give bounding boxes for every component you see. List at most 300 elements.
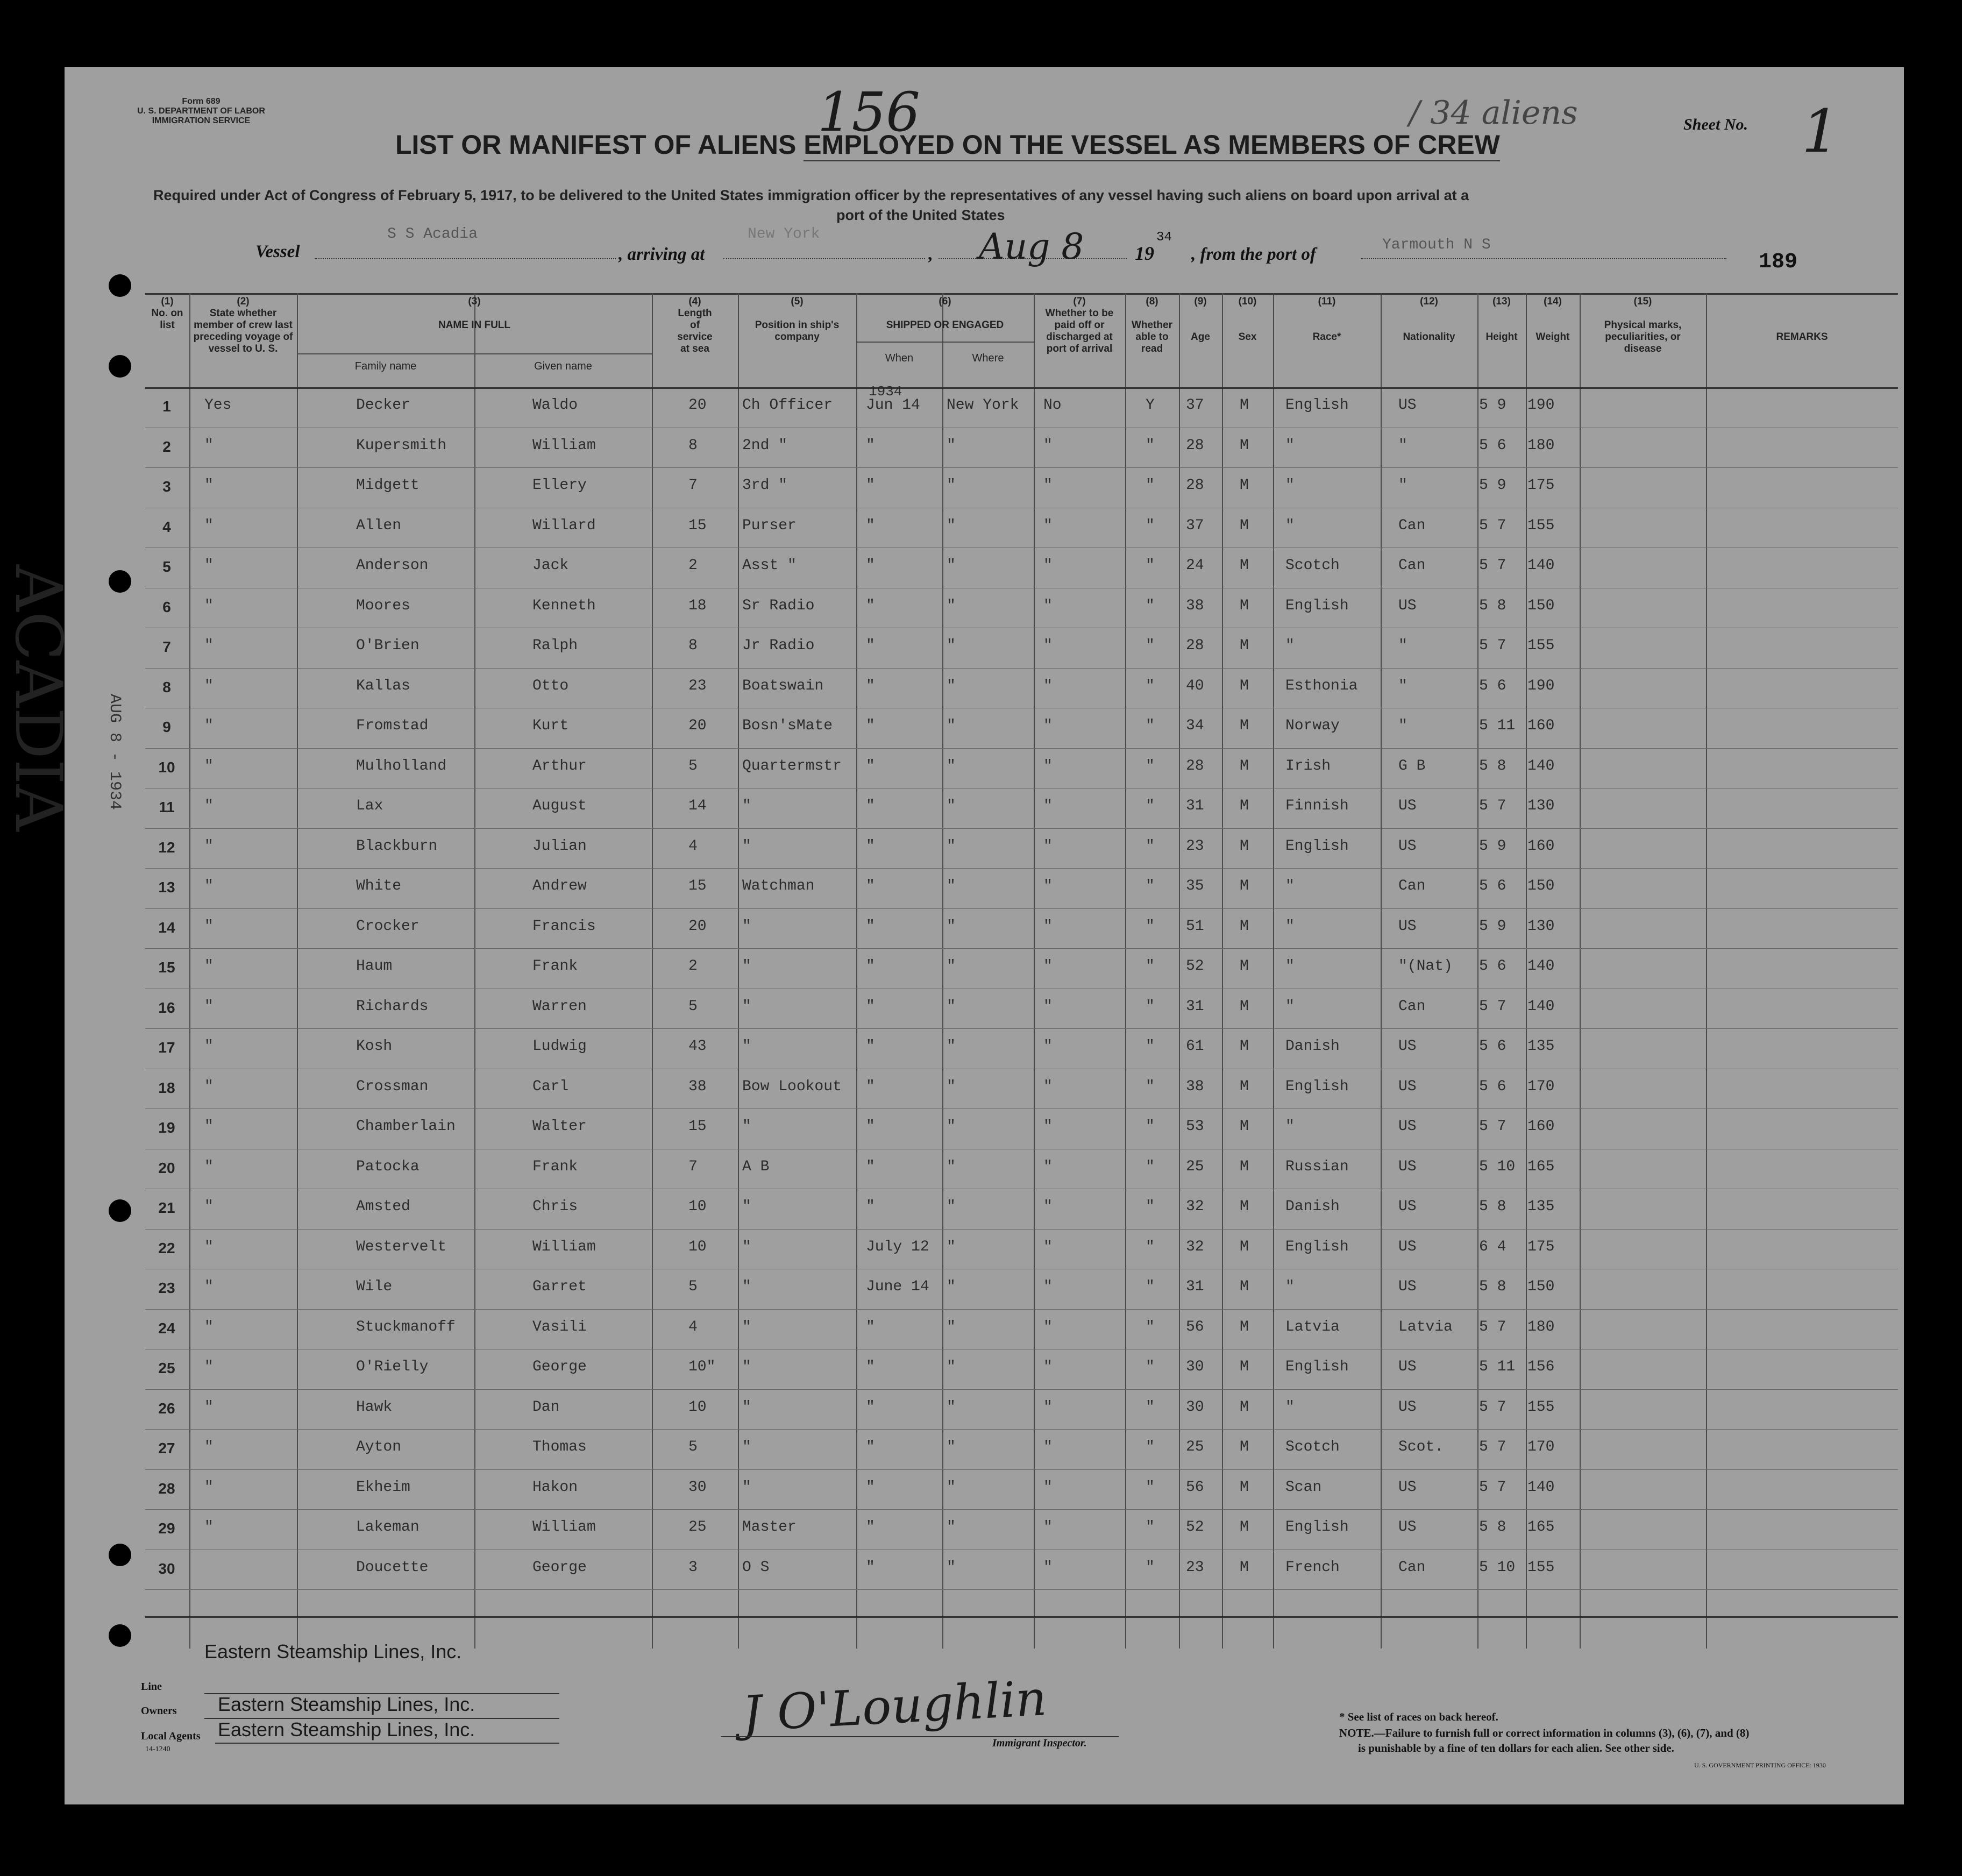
weight: 135 <box>1527 1038 1555 1055</box>
given-name: William <box>532 1519 596 1536</box>
race: Scotch <box>1285 557 1340 574</box>
able-to-read: " <box>1146 677 1155 694</box>
service-length: 10 <box>688 1198 707 1215</box>
sex: M <box>1240 517 1249 534</box>
position: " <box>742 1198 751 1215</box>
col-header-13: (13) Height <box>1485 296 1518 343</box>
arriving-label: , arriving at <box>619 245 705 264</box>
sex: M <box>1240 1158 1249 1175</box>
able-to-read: " <box>1146 1318 1155 1335</box>
shipped-where: " <box>947 517 956 534</box>
member-last-voyage: " <box>204 878 214 894</box>
owners-value: Eastern Steamship Lines, Inc. <box>218 1693 475 1715</box>
able-to-read: Y <box>1146 397 1155 414</box>
races-note: * See list of races on back hereof. <box>1339 1710 1498 1723</box>
position: " <box>742 1318 751 1335</box>
race: Danish <box>1285 1198 1340 1215</box>
shipped-where: " <box>947 597 956 614</box>
agents-value: Eastern Steamship Lines, Inc. <box>218 1718 475 1740</box>
member-last-voyage: " <box>204 1318 214 1335</box>
shipped-when: " <box>866 1519 875 1536</box>
height: 5 8 <box>1479 1198 1506 1215</box>
able-to-read: " <box>1146 1559 1155 1576</box>
shipped-when: " <box>866 1359 875 1375</box>
nationality: US <box>1398 1479 1417 1496</box>
service-length: 5 <box>688 1278 698 1295</box>
service-length: 8 <box>688 637 698 654</box>
able-to-read: " <box>1146 1118 1155 1135</box>
table-row <box>145 1069 1898 1109</box>
table-row <box>145 1309 1898 1349</box>
col-header-5: (5) Position in ship's company <box>755 296 840 343</box>
shipped-where: " <box>947 1439 956 1455</box>
service-length: 7 <box>688 477 698 494</box>
shipped-when: " <box>866 717 875 734</box>
table-row <box>145 1269 1898 1309</box>
inspector-label: Immigrant Inspector. <box>992 1737 1087 1749</box>
nationality: Can <box>1398 998 1426 1015</box>
given-name: Thomas <box>532 1439 587 1455</box>
row-number: 4 <box>162 518 171 535</box>
table-row <box>145 1028 1898 1069</box>
paid-off: No <box>1043 397 1062 414</box>
nationality: US <box>1398 1038 1417 1055</box>
given-name: Frank <box>532 958 578 975</box>
sheet-label: Sheet No. <box>1683 116 1748 133</box>
family-name: Lax <box>356 798 383 814</box>
age: 25 <box>1186 1158 1204 1175</box>
department: U. S. DEPARTMENT OF LABOR <box>137 106 265 116</box>
service-length: 14 <box>688 798 707 814</box>
family-name: Haum <box>356 958 393 975</box>
position: " <box>742 998 751 1015</box>
failure-note: NOTE.—Failure to furnish full or correct information in columns (3), (6), (7), and (8) <box>1339 1726 1750 1739</box>
binder-hole <box>109 274 131 297</box>
shipped-when: June 14 <box>866 1278 929 1295</box>
row-number: 28 <box>158 1480 175 1497</box>
nationality: Can <box>1398 557 1426 574</box>
shipped-where: " <box>947 837 956 855</box>
position: Purser <box>742 517 797 534</box>
race: Scotch <box>1285 1439 1340 1455</box>
table-row <box>145 1389 1898 1430</box>
given-name: William <box>532 1238 596 1255</box>
race: " <box>1285 637 1295 654</box>
race: " <box>1285 998 1295 1015</box>
height: 5 8 <box>1479 757 1506 774</box>
nationality: Can <box>1398 878 1426 894</box>
able-to-read: " <box>1146 798 1155 814</box>
vessel-name: S S Acadia <box>387 226 478 243</box>
shipped-when: " <box>866 1479 875 1496</box>
height: 5 8 <box>1479 1519 1506 1536</box>
service: IMMIGRATION SERVICE <box>152 116 251 125</box>
paid-off: " <box>1043 597 1053 614</box>
family-name: Decker <box>356 397 410 414</box>
family-name: O'Brien <box>356 637 420 654</box>
nationality: " <box>1398 677 1407 694</box>
service-length: 10" <box>688 1359 716 1375</box>
able-to-read: " <box>1146 1519 1155 1536</box>
weight: 140 <box>1527 958 1555 975</box>
given-name: Francis <box>532 918 596 935</box>
family-name: Stuckmanoff <box>356 1318 456 1335</box>
fine-note: is punishable by a fine of ten dollars for each alien. See other side. <box>1358 1742 1674 1754</box>
member-last-voyage: " <box>204 798 214 814</box>
title-part2: EMPLOYED ON THE VESSEL AS MEMBERS OF CREW <box>804 129 1500 161</box>
row-number: 12 <box>158 838 175 856</box>
service-length: 15 <box>688 878 707 894</box>
height: 5 9 <box>1479 918 1506 935</box>
service-length: 2 <box>688 557 698 574</box>
shipped-when: " <box>866 1118 875 1135</box>
race: English <box>1285 1359 1349 1375</box>
position: A B <box>742 1158 770 1175</box>
shipped-when: " <box>866 998 875 1015</box>
row-number: 18 <box>158 1079 175 1096</box>
paid-off: " <box>1043 1158 1053 1175</box>
age: 40 <box>1186 677 1204 694</box>
given-name: Vasili <box>532 1318 587 1335</box>
sex: M <box>1240 837 1249 855</box>
paid-off: " <box>1043 958 1053 975</box>
page-number: 189 <box>1759 250 1798 274</box>
height: 5 7 <box>1479 1479 1506 1496</box>
row-number: 8 <box>162 678 171 695</box>
col-header-7: (7) Whether to be paid off or discharged at port of arrival <box>1045 296 1114 354</box>
table-row <box>145 868 1898 908</box>
member-last-voyage: " <box>204 998 214 1015</box>
shipped-where: " <box>947 757 956 774</box>
table-row <box>145 1229 1898 1269</box>
table-row <box>145 548 1898 588</box>
col-header-4: (4) Length of service at sea <box>677 296 713 354</box>
family-name: Blackburn <box>356 837 438 855</box>
row-number: 17 <box>158 1039 175 1056</box>
given-name: Andrew <box>532 878 587 894</box>
shipped-where: " <box>947 998 956 1015</box>
col-header-14: (14) Weight <box>1536 296 1570 343</box>
given-name: Frank <box>532 1158 578 1175</box>
paid-off: " <box>1043 437 1053 454</box>
family-name: Mulholland <box>356 757 447 774</box>
member-last-voyage: " <box>204 717 214 734</box>
shipped-when: " <box>866 878 875 894</box>
member-last-voyage: " <box>204 557 214 574</box>
race: " <box>1285 1398 1295 1416</box>
able-to-read: " <box>1146 477 1155 494</box>
able-to-read: " <box>1146 557 1155 574</box>
binder-hole <box>109 1199 131 1222</box>
age: 56 <box>1186 1479 1204 1496</box>
given-name: Willard <box>532 517 596 534</box>
col-header-15: (15) Physical marks, peculiarities, or disease <box>1604 296 1682 354</box>
nationality: US <box>1398 1118 1417 1135</box>
given-name: Arthur <box>532 757 587 774</box>
handwritten-number: 156 <box>818 81 920 144</box>
row-number: 1 <box>162 398 171 415</box>
service-length: 25 <box>688 1519 707 1536</box>
position: " <box>742 1439 751 1455</box>
nationality: US <box>1398 1078 1417 1095</box>
family-name: Chamberlain <box>356 1118 456 1135</box>
shipped-where: " <box>947 1078 956 1095</box>
position: " <box>742 1359 751 1375</box>
handwritten-aliens-note: / 34 aliens <box>1409 94 1578 132</box>
given-name: Chris <box>532 1198 578 1215</box>
member-last-voyage: " <box>204 1078 214 1095</box>
member-last-voyage: Yes <box>204 397 232 414</box>
weight: 140 <box>1527 557 1555 574</box>
position: " <box>742 958 751 975</box>
height: 5 6 <box>1479 1078 1506 1095</box>
row-number: 23 <box>158 1280 175 1296</box>
row-number: 11 <box>159 799 175 815</box>
weight: 140 <box>1527 998 1555 1015</box>
able-to-read: " <box>1146 918 1155 935</box>
col-header-11: (11) Race* <box>1312 296 1341 343</box>
shipped-when: " <box>866 1439 875 1455</box>
age: 31 <box>1186 798 1204 814</box>
row-number: 16 <box>158 999 175 1016</box>
weight: 170 <box>1527 1078 1555 1095</box>
arrival-date: Aug 8 <box>979 226 1084 267</box>
position: Asst " <box>742 557 797 574</box>
margin-date-stamp: AUG 8 - 1934 <box>105 694 124 811</box>
race: English <box>1285 1238 1349 1255</box>
table-row <box>145 1509 1898 1550</box>
sex: M <box>1240 1118 1249 1135</box>
weight: 130 <box>1527 798 1555 814</box>
shipped-when: " <box>866 677 875 694</box>
sex: M <box>1240 717 1249 734</box>
height: 5 6 <box>1479 1038 1506 1055</box>
race: " <box>1285 477 1295 494</box>
race: French <box>1285 1559 1340 1576</box>
family-name: Kupersmith <box>356 437 447 454</box>
nationality: US <box>1398 1238 1417 1255</box>
shipped-when: " <box>866 517 875 534</box>
shipped-where: " <box>947 1278 956 1295</box>
age: 38 <box>1186 1078 1204 1095</box>
height: 5 10 <box>1479 1158 1516 1175</box>
paid-off: " <box>1043 1278 1053 1295</box>
shipped-where: " <box>947 798 956 814</box>
paid-off: " <box>1043 1559 1053 1576</box>
weight: 155 <box>1527 1398 1555 1416</box>
row-number: 26 <box>158 1399 175 1417</box>
age: 38 <box>1186 597 1204 614</box>
member-last-voyage: " <box>204 757 214 774</box>
paid-off: " <box>1043 477 1053 494</box>
member-last-voyage: " <box>204 1359 214 1375</box>
shipped-where: " <box>947 1198 956 1215</box>
nationality: " <box>1398 477 1407 494</box>
sex: M <box>1240 397 1249 414</box>
shipped-where: " <box>947 437 956 454</box>
race: English <box>1285 1078 1349 1095</box>
member-last-voyage: " <box>204 918 214 935</box>
row-number: 6 <box>162 598 171 615</box>
service-length: 4 <box>688 837 698 855</box>
paid-off: " <box>1043 998 1053 1015</box>
nationality: US <box>1398 918 1417 935</box>
sex: M <box>1240 557 1249 574</box>
shipped-when: " <box>866 597 875 614</box>
nationality: " <box>1398 437 1407 454</box>
member-last-voyage: " <box>204 597 214 614</box>
position: " <box>742 1278 751 1295</box>
nationality: US <box>1398 1198 1417 1215</box>
sex: M <box>1240 1238 1249 1255</box>
paid-off: " <box>1043 557 1053 574</box>
comma: , <box>928 245 933 264</box>
service-length: 15 <box>688 1118 707 1135</box>
member-last-voyage: " <box>204 1439 214 1455</box>
shipped-where: " <box>947 1118 956 1135</box>
row-number: 20 <box>158 1159 175 1176</box>
race: Danish <box>1285 1038 1340 1055</box>
weight: 190 <box>1527 677 1555 694</box>
member-last-voyage: " <box>204 1118 214 1135</box>
member-last-voyage: " <box>204 477 214 494</box>
service-length: 5 <box>688 1439 698 1455</box>
paid-off: " <box>1043 677 1053 694</box>
race: Latvia <box>1285 1318 1340 1335</box>
position: Boatswain <box>742 677 824 694</box>
nationality: US <box>1398 597 1417 614</box>
sex: M <box>1240 477 1249 494</box>
service-length: 3 <box>688 1559 698 1576</box>
position: Master <box>742 1519 797 1536</box>
family-name: Anderson <box>356 557 429 574</box>
family-name: Ayton <box>356 1439 402 1455</box>
table-row <box>145 467 1898 508</box>
weight: 150 <box>1527 1278 1555 1295</box>
weight: 165 <box>1527 1519 1555 1536</box>
table-row <box>145 1469 1898 1510</box>
nationality: US <box>1398 397 1417 414</box>
race: English <box>1285 397 1349 414</box>
paid-off: " <box>1043 1519 1053 1536</box>
shipped-where: " <box>947 1158 956 1175</box>
row-number: 10 <box>158 758 175 776</box>
table-row <box>145 668 1898 708</box>
weight: 140 <box>1527 1479 1555 1496</box>
row-number: 2 <box>162 438 171 455</box>
height: 5 11 <box>1479 1359 1516 1375</box>
family-name: Crossman <box>356 1078 429 1095</box>
form-number: Form 689 <box>182 97 221 106</box>
shipped-when: July 12 <box>866 1238 929 1255</box>
member-last-voyage: " <box>204 958 214 975</box>
line-value-stamp: Eastern Steamship Lines, Inc. <box>204 1640 462 1662</box>
able-to-read: " <box>1146 1359 1155 1375</box>
sex: M <box>1240 1398 1249 1416</box>
service-length: 8 <box>688 437 698 454</box>
weight: 140 <box>1527 757 1555 774</box>
col-header-10: (10) Sex <box>1238 296 1257 343</box>
vessel-underline <box>315 258 616 259</box>
table-row <box>145 428 1898 468</box>
member-last-voyage: " <box>204 437 214 454</box>
age: 51 <box>1186 918 1204 935</box>
shipped-where: " <box>947 878 956 894</box>
age: 28 <box>1186 437 1204 454</box>
owners-label: Owners <box>141 1705 177 1717</box>
row-number: 7 <box>162 638 171 655</box>
position: Watchman <box>742 878 815 894</box>
weight: 156 <box>1527 1359 1555 1375</box>
row-number: 9 <box>162 719 171 735</box>
family-name: Doucette <box>356 1559 429 1576</box>
nationality: G B <box>1398 757 1426 774</box>
sex: M <box>1240 597 1249 614</box>
nationality: "(Nat) <box>1398 958 1453 975</box>
nationality: US <box>1398 1278 1417 1295</box>
table-row <box>145 1189 1898 1229</box>
shipped-when: " <box>866 557 875 574</box>
member-last-voyage: " <box>204 1398 214 1416</box>
position: 3rd " <box>742 477 788 494</box>
paid-off: " <box>1043 1479 1053 1496</box>
table-row <box>145 748 1898 788</box>
service-length: 5 <box>688 998 698 1015</box>
service-length: 5 <box>688 757 698 774</box>
paid-off: " <box>1043 1078 1053 1095</box>
given-name: Garret <box>532 1278 587 1295</box>
family-name: White <box>356 878 402 894</box>
height: 5 6 <box>1479 677 1506 694</box>
race: " <box>1285 958 1295 975</box>
col-header-2: (2) State whether member of crew last preceding voyage of vessel to U. S. <box>193 296 293 354</box>
shipped-where: " <box>947 717 956 734</box>
line-label: Line <box>141 1681 162 1693</box>
shipped-when: " <box>866 958 875 975</box>
from-port: Yarmouth N S <box>1382 237 1491 253</box>
given-name: George <box>532 1359 587 1375</box>
able-to-read: " <box>1146 998 1155 1015</box>
height: 5 11 <box>1479 717 1516 734</box>
table-row <box>145 1429 1898 1469</box>
weight: 155 <box>1527 517 1555 534</box>
sex: M <box>1240 1278 1249 1295</box>
race: Scan <box>1285 1479 1322 1496</box>
family-name: Kosh <box>356 1038 393 1055</box>
service-length: 2 <box>688 958 698 975</box>
able-to-read: " <box>1146 1038 1155 1055</box>
given-name: Hakon <box>532 1479 578 1496</box>
col-header-8: (8) Whether able to read <box>1132 296 1172 354</box>
age: 24 <box>1186 557 1204 574</box>
paid-off: " <box>1043 517 1053 534</box>
paid-off: " <box>1043 837 1053 855</box>
paid-off: " <box>1043 1439 1053 1455</box>
shipped-when: " <box>866 1038 875 1055</box>
weight: 160 <box>1527 1118 1555 1135</box>
height: 5 6 <box>1479 878 1506 894</box>
sex: M <box>1240 757 1249 774</box>
weight: 155 <box>1527 1559 1555 1576</box>
family-name: Moores <box>356 597 410 614</box>
family-name: O'Rielly <box>356 1359 429 1375</box>
binder-hole <box>109 1544 131 1566</box>
age: 23 <box>1186 837 1204 855</box>
shipped-where: New York <box>947 397 1019 414</box>
race: Esthonia <box>1285 677 1358 694</box>
nationality: Can <box>1398 517 1426 534</box>
agents-underline <box>215 1743 559 1744</box>
